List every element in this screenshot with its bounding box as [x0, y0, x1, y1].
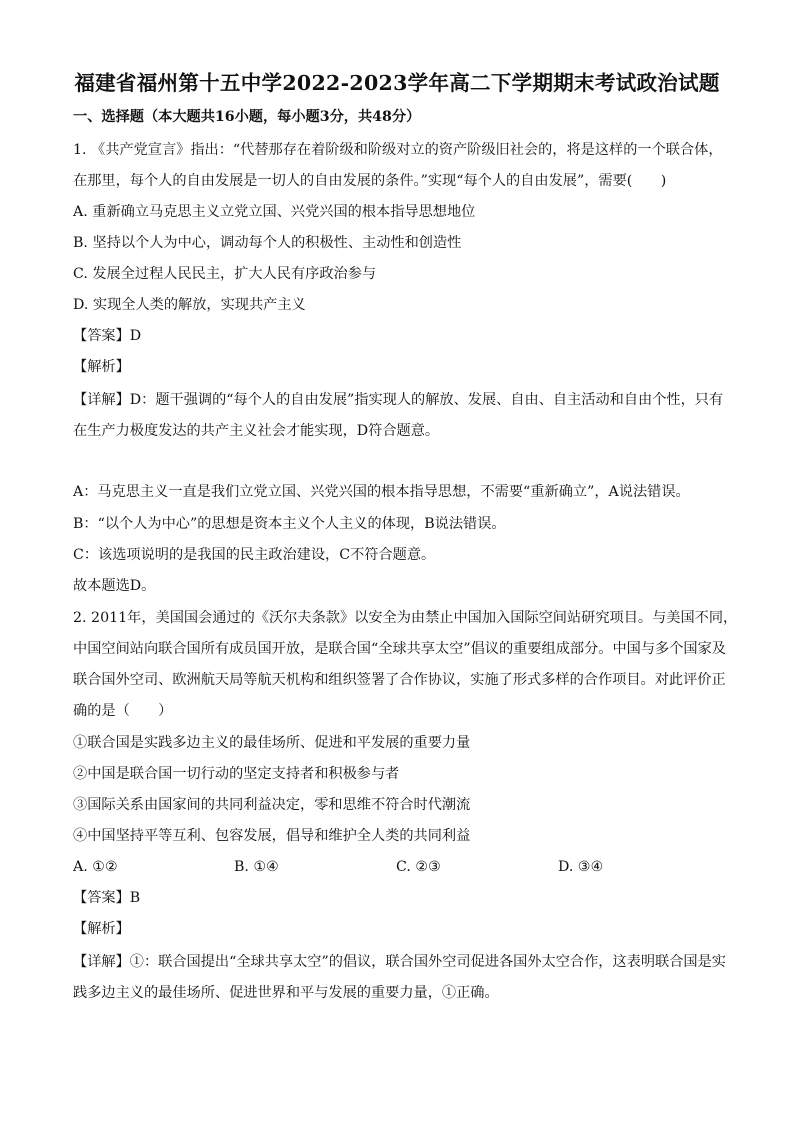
q2-stem-line-4: 确的是（ ） [73, 703, 173, 719]
q1-stem-line-2: 在那里，每个人的自由发展是一切人的自由发展的条件。”实现“每个人的自由发展”，需要( ) [73, 173, 667, 189]
q1-option-a: A. 重新确立马克思主义立党立国、兴党兴国的根本指导思想地位 [73, 204, 476, 220]
q2-statement-4: ④中国坚持平等互利、包容发展，倡导和维护全人类的共同利益 [73, 828, 471, 844]
q1-b-explanation: B：“以个人为中心”的思想是资本主义个人主义的体现，B说法错误。 [73, 516, 506, 532]
q1-answer: 【答案】D [73, 328, 142, 344]
q1-option-d: D. 实现全人类的解放，实现共产主义 [73, 297, 306, 313]
document-title: 福建省福州第十五中学2022-2023学年高二下学期期末考试政治试题 [74, 71, 720, 95]
q1-conclusion: 故本题选D。 [73, 578, 156, 594]
q1-stem-line-1: 1. 《共产党宣言》指出：“代替那存在着阶级和阶级对立的资产阶级旧社会的，将是这样的一个联合体， [73, 142, 723, 158]
q1-detail-line-2: 在生产力极度发达的共产主义社会才能实现，D符合题意。 [73, 423, 440, 439]
q2-answer: 【答案】B [73, 890, 141, 906]
q2-option-a: A. ①② [73, 859, 118, 875]
q2-detail-line-1: 【详解】①：联合国提出“全球共享太空”的倡议，联合国外空司促进各国外太空合作，这表明联合国是实 [73, 954, 726, 970]
q1-option-b: B. 坚持以个人为中心，调动每个人的积极性、主动性和创造性 [73, 235, 462, 251]
q2-statement-2: ②中国是联合国一切行动的坚定支持者和积极参与者 [73, 766, 400, 782]
q2-detail-line-2: 践多边主义的最佳场所、促进世界和平与发展的重要力量，①正确。 [73, 985, 499, 1001]
q1-detail-line-1: 【详解】D：题干强调的“每个人的自由发展”指实现人的解放、发展、自由、自主活动和自由个性，只有 [73, 392, 724, 408]
q2-option-d: D. ③④ [558, 859, 604, 875]
q1-a-explanation: A：马克思主义一直是我们立党立国、兴党兴国的根本指导思想，不需要“重新确立”，A说法错误。 [73, 484, 690, 500]
q2-option-c: C. ②③ [396, 859, 441, 875]
q2-stem-line-2: 中国空间站向联合国所有成员国开放，是联合国“全球共享太空”倡议的重要组成部分。中国与多个国家及 [73, 641, 726, 657]
q1-option-c: C. 发展全过程人民民主，扩大人民有序政治参与 [73, 266, 377, 282]
q2-option-b: B. ①④ [234, 859, 279, 875]
q1-analysis-label: 【解析】 [73, 359, 130, 375]
q1-c-explanation: C：该选项说明的是我国的民主政治建设，C不符合题意。 [73, 547, 436, 563]
q2-stem-line-3: 联合国外空司、欧洲航天局等航天机构和组织签署了合作协议，实施了形式多样的合作项目。对此评价正 [73, 672, 726, 688]
q2-statement-3: ③国际关系由国家间的共同利益决定，零和思维不符合时代潮流 [73, 797, 471, 813]
q2-stem-line-1: 2. 2011年，美国国会通过的《沃尔夫条款》以安全为由禁止中国加入国际空间站研究项目。与美国不同， [73, 610, 738, 626]
q2-analysis-label: 【解析】 [73, 921, 130, 937]
q2-statement-1: ①联合国是实践多边主义的最佳场所、促进和平发展的重要力量 [73, 735, 471, 751]
section-heading: 一、选择题（本大题共16小题，每小题3分，共48分） [73, 109, 421, 125]
